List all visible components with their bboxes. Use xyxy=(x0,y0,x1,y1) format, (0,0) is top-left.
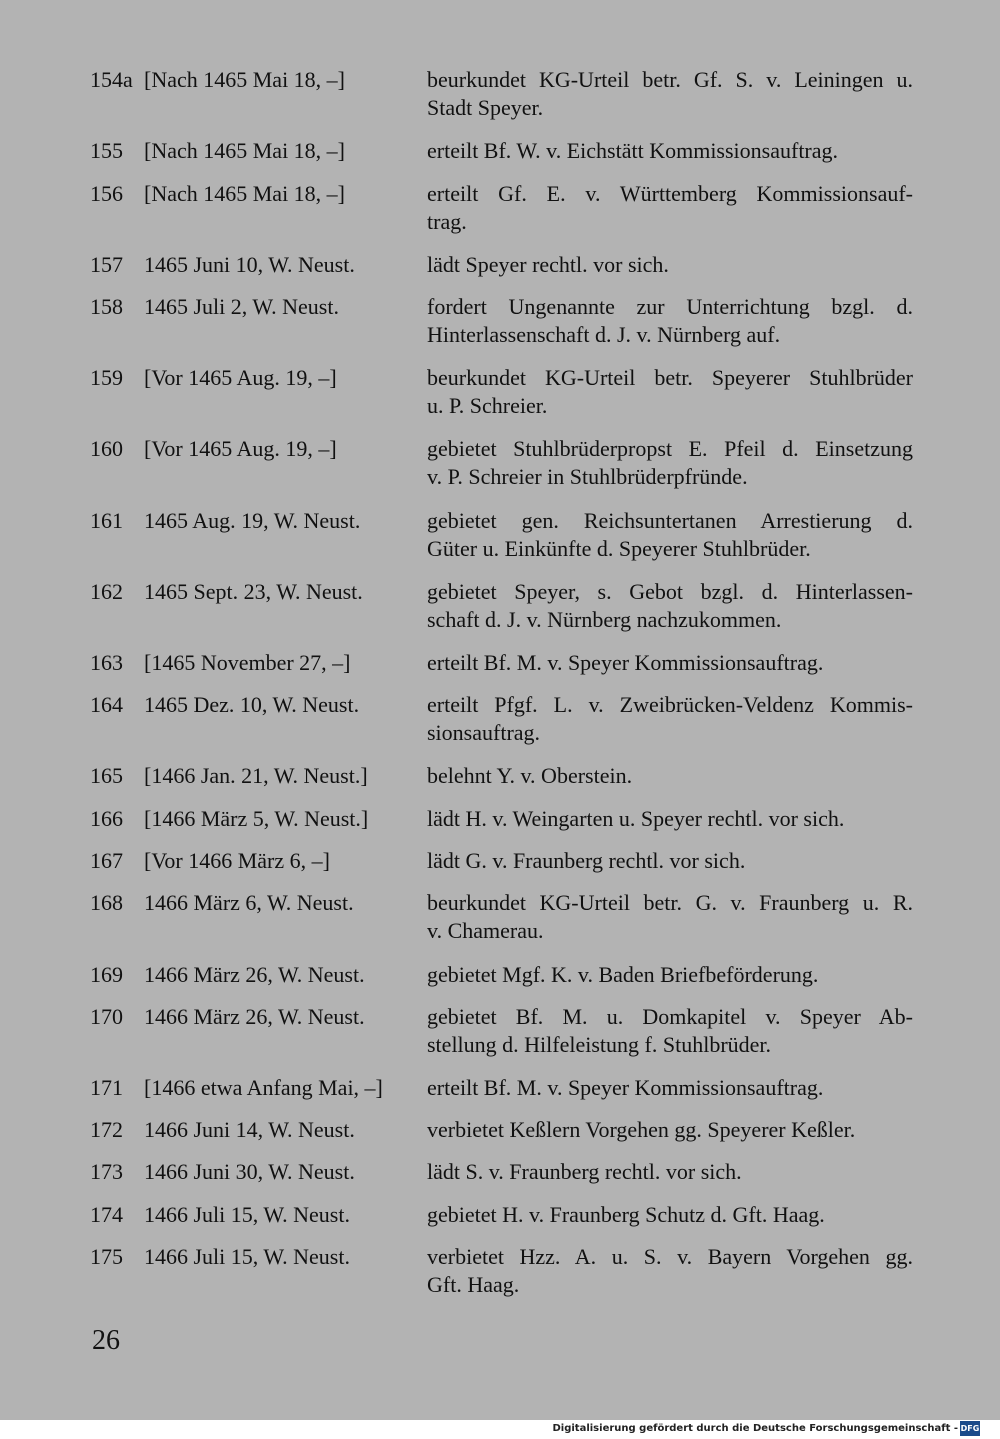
description-line: gebietet Speyer, s. Gebot bzgl. d. Hinterlassen- xyxy=(427,579,913,604)
entry-number: 163 xyxy=(90,650,123,675)
entry-date: 1466 Juni 14, W. Neust. xyxy=(144,1117,355,1142)
description-line: Güter u. Einkünfte d. Speyerer Stuhlbrüder. xyxy=(427,536,811,561)
entry-number: 164 xyxy=(90,692,123,717)
entry-number: 158 xyxy=(90,294,123,319)
dfg-logo: DFG xyxy=(960,1421,980,1436)
description-line: sionsauftrag. xyxy=(427,720,541,745)
description-line: beurkundet KG-Urteil betr. Gf. S. v. Leiningen u. xyxy=(427,67,913,92)
footer-credit: Digitalisierung gefördert durch die Deutsche Forschungsgemeinschaft - xyxy=(552,1423,958,1434)
entry-description xyxy=(427,251,913,279)
description-line: fordert Ungenannte zur Unterrichtung bzgl. d. xyxy=(427,294,913,319)
description-line: verbietet Keßlern Vorgehen gg. Speyerer Keßler. xyxy=(427,1117,856,1142)
entry-date: 1465 Juni 10, W. Neust. xyxy=(144,252,355,277)
description-line: v. P. Schreier in Stuhlbrüderpfründe. xyxy=(427,464,748,489)
description-line: gebietet H. v. Fraunberg Schutz d. Gft. Haag. xyxy=(427,1202,825,1227)
entry-number: 156 xyxy=(90,181,123,206)
entry-date: [Vor 1465 Aug. 19, –] xyxy=(144,436,337,461)
description-line: Gft. Haag. xyxy=(427,1272,520,1297)
entry-number: 159 xyxy=(90,365,123,390)
entry-description xyxy=(427,364,913,420)
entry-description xyxy=(427,1074,913,1102)
entry-date: 1466 Juni 30, W. Neust. xyxy=(144,1159,355,1184)
description-line: belehnt Y. v. Oberstein. xyxy=(427,763,633,788)
entry-description xyxy=(427,805,913,833)
entry-number: 175 xyxy=(90,1244,123,1269)
entry-description xyxy=(427,137,913,165)
description-line: beurkundet KG-Urteil betr. G. v. Fraunberg u. R. xyxy=(427,890,913,915)
entry-number: 165 xyxy=(90,763,123,788)
description-line: lädt G. v. Fraunberg rechtl. vor sich. xyxy=(427,848,746,873)
entry-date: 1466 März 6, W. Neust. xyxy=(144,890,354,915)
footer-bar xyxy=(0,1420,1000,1439)
entry-number: 168 xyxy=(90,890,123,915)
entry-date: [Vor 1465 Aug. 19, –] xyxy=(144,365,337,390)
description-line: Hinterlassenschaft d. J. v. Nürnberg auf. xyxy=(427,322,781,347)
description-line: beurkundet KG-Urteil betr. Speyerer Stuhlbrüder xyxy=(427,365,913,390)
entry-number: 174 xyxy=(90,1202,123,1227)
description-line: gebietet Bf. M. u. Domkapitel v. Speyer Ab- xyxy=(427,1004,913,1029)
description-line: u. P. Schreier. xyxy=(427,393,548,418)
entry-number: 154a xyxy=(90,67,133,92)
description-line: gebietet Mgf. K. v. Baden Briefbeförderung. xyxy=(427,962,819,987)
entry-date: 1466 März 26, W. Neust. xyxy=(144,1004,365,1029)
entry-number: 162 xyxy=(90,579,123,604)
description-line: stellung d. Hilfeleistung f. Stuhlbrüder. xyxy=(427,1032,772,1057)
description-line: erteilt Bf. W. v. Eichstätt Kommissionsauftrag. xyxy=(427,138,839,163)
entry-description xyxy=(427,293,913,349)
entry-description xyxy=(427,1243,913,1299)
entry-description xyxy=(427,961,913,989)
entry-description xyxy=(427,889,913,945)
entry-description xyxy=(427,649,913,677)
entry-date: [Nach 1465 Mai 18, –] xyxy=(144,138,346,163)
entry-date: [Nach 1465 Mai 18, –] xyxy=(144,181,346,206)
description-line: erteilt Gf. E. v. Württemberg Kommissionsauf- xyxy=(427,181,913,206)
entry-description xyxy=(427,762,913,790)
entry-description xyxy=(427,1116,913,1144)
description-line: erteilt Pfgf. L. v. Zweibrücken-Veldenz Kommis- xyxy=(427,692,913,717)
entry-description xyxy=(427,180,913,236)
entry-date: [1466 März 5, W. Neust.] xyxy=(144,806,369,831)
entry-date: [1466 etwa Anfang Mai, –] xyxy=(144,1075,383,1100)
description-line: lädt S. v. Fraunberg rechtl. vor sich. xyxy=(427,1159,742,1184)
entry-date: [1466 Jan. 21, W. Neust.] xyxy=(144,763,368,788)
entry-number: 160 xyxy=(90,436,123,461)
page-number: 26 xyxy=(92,1325,120,1356)
description-line: erteilt Bf. M. v. Speyer Kommissionsauftrag. xyxy=(427,1075,824,1100)
description-line: lädt H. v. Weingarten u. Speyer rechtl. vor sich. xyxy=(427,806,845,831)
entry-date: 1465 Dez. 10, W. Neust. xyxy=(144,692,360,717)
entry-description xyxy=(427,1003,913,1059)
entry-number: 167 xyxy=(90,848,123,873)
description-line: Stadt Speyer. xyxy=(427,95,544,120)
entry-number: 172 xyxy=(90,1117,123,1142)
entry-date: [Nach 1465 Mai 18, –] xyxy=(144,67,346,92)
entry-date: [1465 November 27, –] xyxy=(144,650,351,675)
entry-number: 170 xyxy=(90,1004,123,1029)
description-line: lädt Speyer rechtl. vor sich. xyxy=(427,252,669,277)
entry-number: 161 xyxy=(90,508,123,533)
entry-number: 171 xyxy=(90,1075,123,1100)
entry-date: [Vor 1466 März 6, –] xyxy=(144,848,330,873)
description-line: verbietet Hzz. A. u. S. v. Bayern Vorgehen gg. xyxy=(427,1244,913,1269)
entry-number: 157 xyxy=(90,252,123,277)
entry-number: 166 xyxy=(90,806,123,831)
description-line: trag. xyxy=(427,209,467,234)
entry-description xyxy=(427,691,913,747)
description-line: erteilt Bf. M. v. Speyer Kommissionsauftrag. xyxy=(427,650,824,675)
entry-number: 155 xyxy=(90,138,123,163)
entry-description xyxy=(427,847,913,875)
description-line: v. Chamerau. xyxy=(427,918,544,943)
entry-description xyxy=(427,1201,913,1229)
entry-description xyxy=(427,578,913,634)
entry-description xyxy=(427,507,913,563)
entry-number: 173 xyxy=(90,1159,123,1184)
entry-date: 1466 März 26, W. Neust. xyxy=(144,962,365,987)
entry-number: 169 xyxy=(90,962,123,987)
entry-date: 1466 Juli 15, W. Neust. xyxy=(144,1244,350,1269)
entry-date: 1465 Sept. 23, W. Neust. xyxy=(144,579,363,604)
entry-description xyxy=(427,435,913,491)
entry-date: 1465 Juli 2, W. Neust. xyxy=(144,294,339,319)
description-line: gebietet Stuhlbrüderpropst E. Pfeil d. Einsetzung xyxy=(427,436,913,461)
entry-description xyxy=(427,1158,913,1186)
description-line: schaft d. J. v. Nürnberg nachzukommen. xyxy=(427,607,782,632)
description-line: gebietet gen. Reichsuntertanen Arrestierung d. xyxy=(427,508,913,533)
entry-description xyxy=(427,66,913,122)
entry-date: 1465 Aug. 19, W. Neust. xyxy=(144,508,361,533)
entry-date: 1466 Juli 15, W. Neust. xyxy=(144,1202,350,1227)
